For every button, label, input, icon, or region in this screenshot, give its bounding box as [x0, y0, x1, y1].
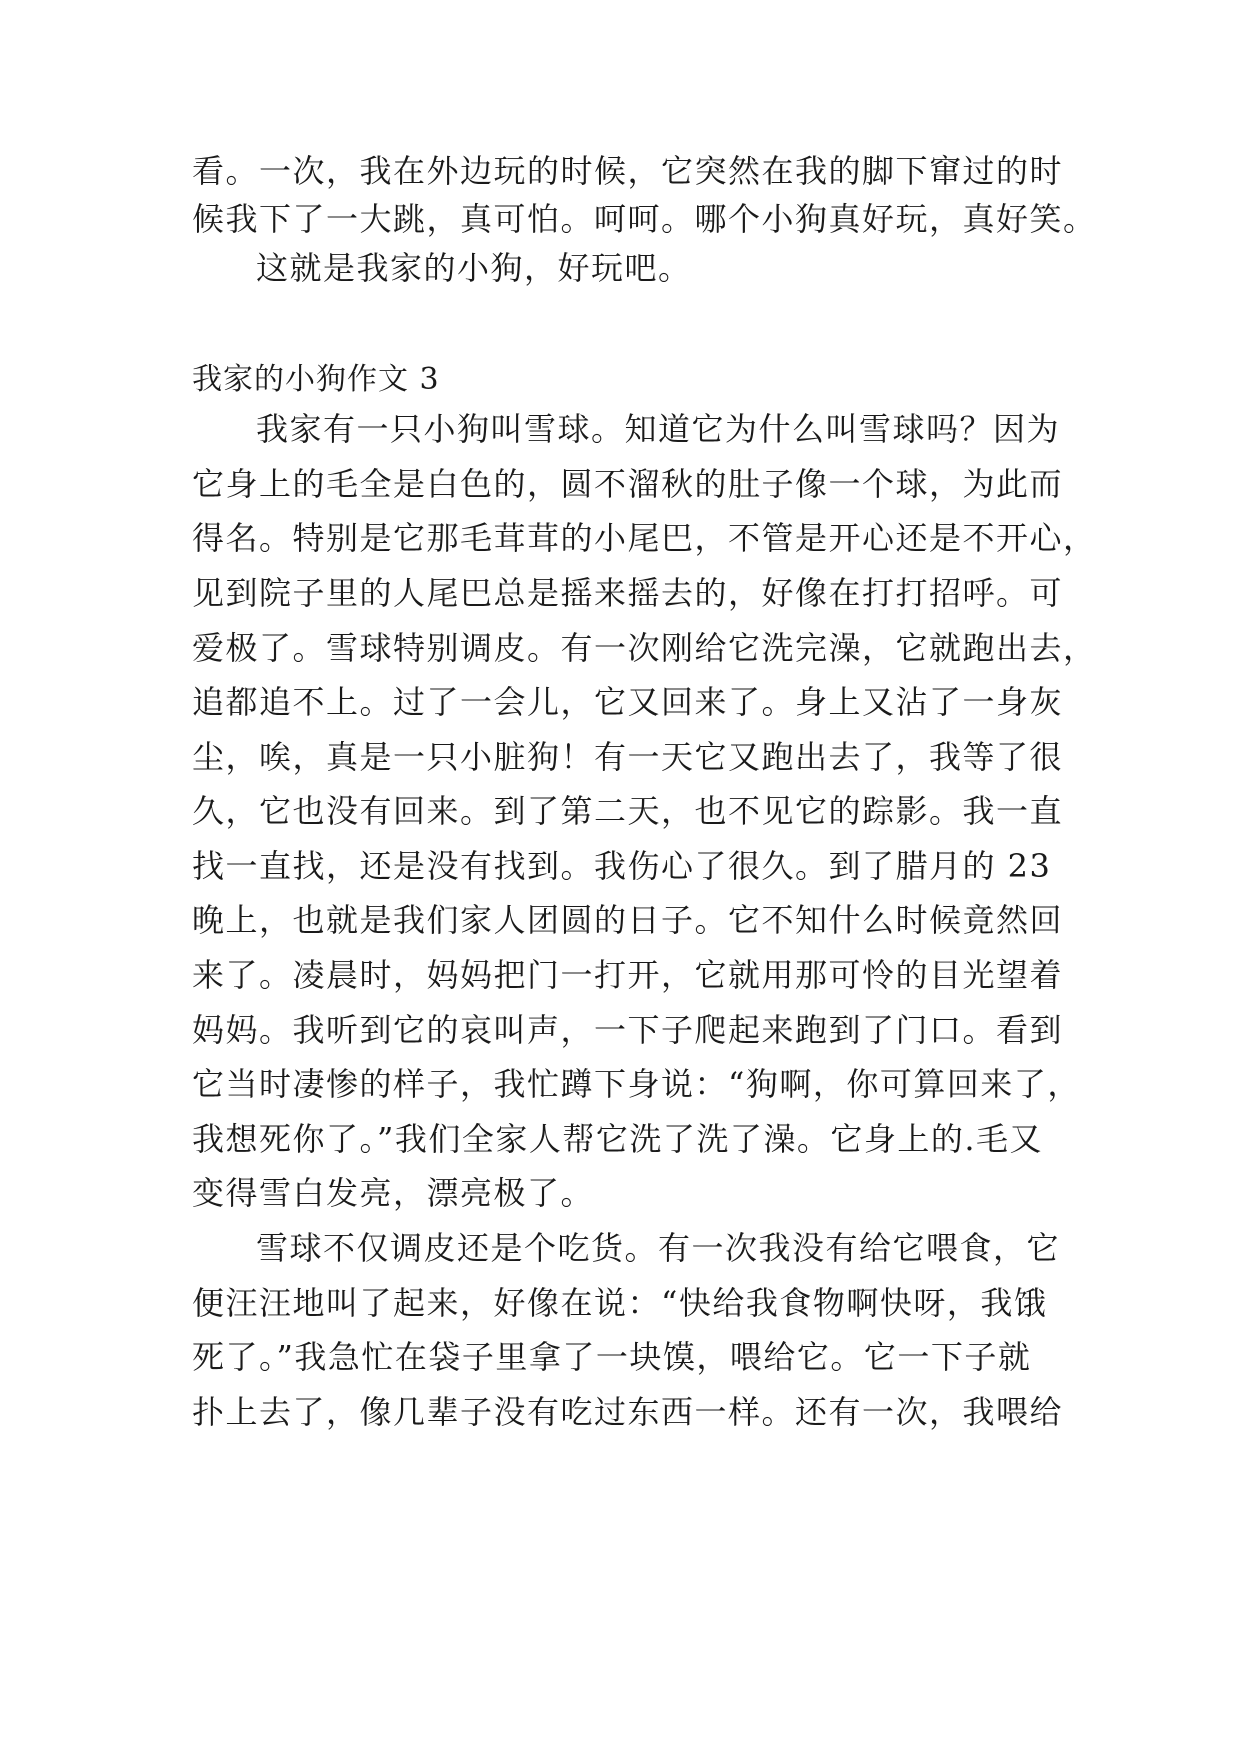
text-line: 我家有一只小狗叫雪球。知道它为什么叫雪球吗？因为: [256, 410, 1061, 448]
text-line: 死了。”我急忙在袋子里拿了一块馍，喂给它。它一下子就: [192, 1338, 1032, 1376]
text-line: 妈妈。我听到它的哀叫声，一下子爬起来跑到了门口。看到: [192, 1011, 1064, 1049]
text-line: 来了。凌晨时，妈妈把门一打开，它就用那可怜的目光望着: [192, 956, 1064, 994]
text-line: 变得雪白发亮，漂亮极了。: [192, 1174, 595, 1212]
text-line: 晚上，也就是我们家人团圆的日子。它不知什么时候竟然回: [192, 901, 1064, 939]
text-line: 它当时凄惨的样子，我忙蹲下身说：“狗啊，你可算回来了，: [192, 1065, 1081, 1103]
text-line: 看。一次，我在外边玩的时候，它突然在我的脚下窜过的时: [192, 152, 1064, 190]
text-line: 找一直找，还是没有找到。我伤心了很久。到了腊月的 23: [192, 847, 1052, 885]
text-line: 候我下了一大跳，真可怕。呵呵。哪个小狗真好玩，真好笑。: [192, 200, 1097, 238]
text-line: 我想死你了。”我们全家人帮它洗了洗了澡。它身上的.毛又: [192, 1120, 1044, 1158]
text-line: 这就是我家的小狗，好玩吧。: [256, 249, 692, 287]
text-line: 尘，唉，真是一只小脏狗！有一天它又跑出去了，我等了很: [192, 738, 1064, 776]
text-line: 扑上去了，像几辈子没有吃过东西一样。还有一次，我喂给: [192, 1393, 1064, 1431]
text-line: 它身上的毛全是白色的，圆不溜秋的肚子像一个球，为此而: [192, 465, 1064, 503]
text-line: 雪球不仅调皮还是个吃货。有一次我没有给它喂食，它: [256, 1229, 1061, 1267]
text-line: 追都追不上。过了一会儿，它又回来了。身上又沾了一身灰: [192, 683, 1064, 721]
text-line: 久，它也没有回来。到了第二天，也不见它的踪影。我一直: [192, 792, 1064, 830]
text-line: 见到院子里的人尾巴总是摇来摇去的，好像在打打招呼。可: [192, 574, 1064, 612]
text-line: 得名。特别是它那毛茸茸的小尾巴，不管是开心还是不开心，: [192, 519, 1097, 557]
text-line: 爱极了。雪球特别调皮。有一次刚给它洗完澡，它就跑出去，: [192, 629, 1097, 667]
text-line: 便汪汪地叫了起来，好像在说：“快给我食物啊快呀，我饿: [192, 1284, 1048, 1322]
essay-title: 我家的小狗作文 3: [192, 362, 440, 397]
